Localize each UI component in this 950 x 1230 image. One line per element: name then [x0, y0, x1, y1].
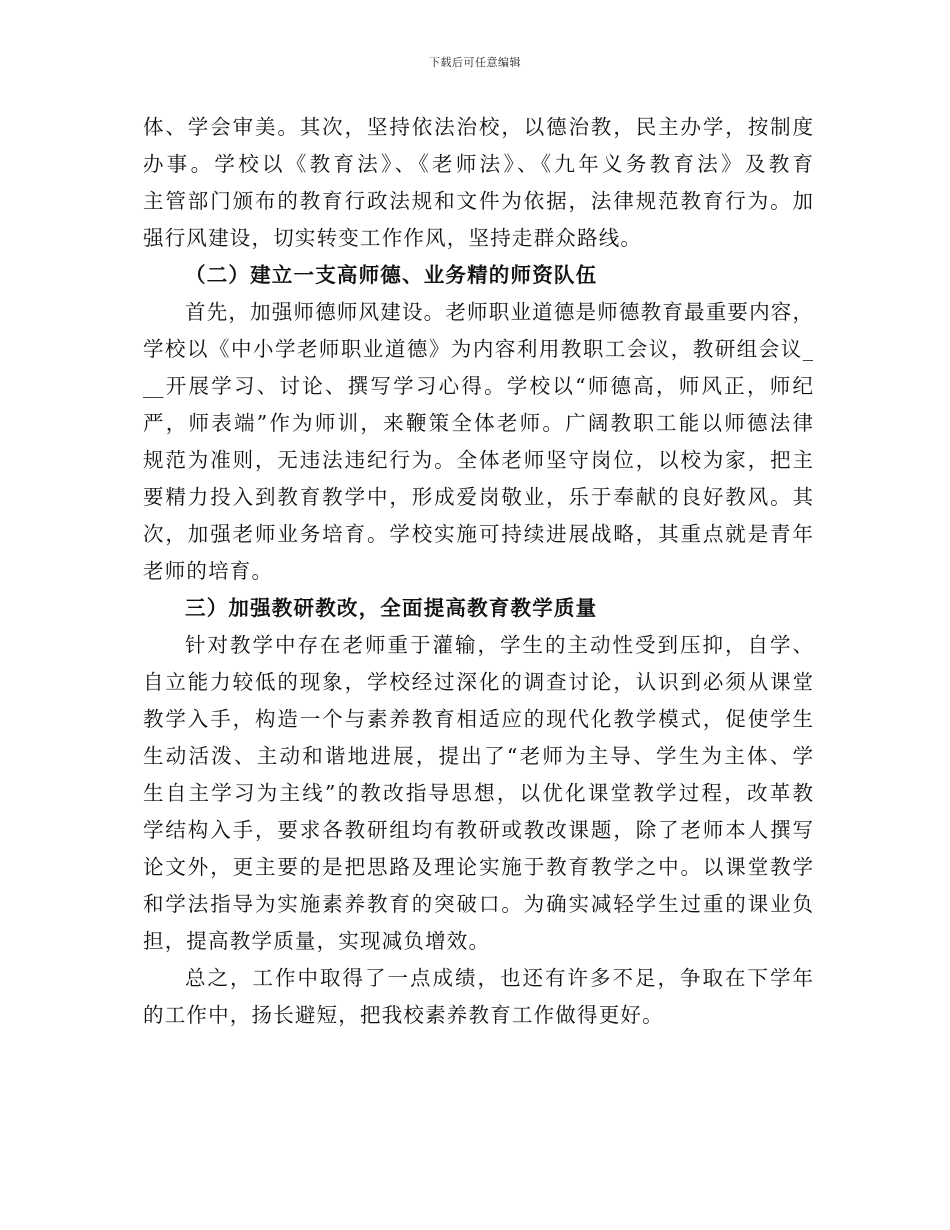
paragraph-line: 总之，工作中取得了一点成绩，也还有许多不足，争取在下学年 [185, 966, 813, 990]
paragraph-line: 生自主学习为主线”的教改指导思想，以优化课堂教学过程，改革教 [143, 781, 813, 805]
paragraph-line: 自立能力较低的现象，学校经过深化的调查讨论，认识到必须从课堂 [143, 670, 813, 694]
paragraph-line: 教学入手，构造一个与素养教育相适应的现代化教学模式，促使学生 [143, 707, 813, 731]
paragraph-line: 针对教学中存在老师重于灌输，学生的主动性受到压抑，自学、 [185, 633, 813, 657]
paragraph-line: 生动活泼、主动和谐地进展，提出了“老师为主导、学生为主体、学 [143, 744, 813, 768]
paragraph-line: 规范为准则，无违法违纪行为。全体老师坚守岗位，以校为家，把主 [143, 448, 813, 472]
paragraph-line: 的工作中，扬长避短，把我校素养教育工作做得更好。 [143, 1003, 664, 1027]
paragraph-line: 首先，加强师德师风建设。老师职业道德是师德教育最重要内容， [185, 300, 813, 324]
paragraph-line: __开展学习、讨论、撰写学习心得。学校以“师德高，师风正，师纪 [143, 374, 813, 398]
paragraph-line: 和学法指导为实施素养教育的突破口。为确实减轻学生过重的课业负 [143, 892, 813, 916]
section-heading: （二）建立一支高师德、业务精的师资队伍 [185, 263, 598, 287]
page-header: 下载后可任意编辑 [429, 56, 521, 69]
paragraph-line: 要精力投入到教育教学中，形成爱岗敬业，乐于奉献的良好教风。其 [143, 485, 813, 509]
paragraph-line: 办事。学校以《教育法》、《老师法》、《九年义务教育法》及教育 [143, 152, 813, 176]
paragraph-line: 论文外，更主要的是把思路及理论实施于教育教学之中。以课堂教学 [143, 855, 813, 879]
document-body [143, 109, 813, 1034]
paragraph-line: 担，提高教学质量，实现减负增效。 [143, 929, 491, 953]
paragraph-line: 学校以《中小学老师职业道德》为内容利用教职工会议，教研组会议_ [143, 337, 813, 361]
paragraph-line: 次，加强老师业务培育。学校实施可持续进展战略，其重点就是青年 [143, 522, 813, 546]
paragraph-line: 强行风建设，切实转变工作作风，坚持走群众路线。 [143, 226, 643, 250]
paragraph-line: 严，师表端”作为师训，来鞭策全体老师。广阔教职工能以师德法律 [143, 411, 813, 435]
paragraph-line: 学结构入手，要求各教研组均有教研或教改课题，除了老师本人撰写 [143, 818, 813, 842]
section-heading: 三）加强教研教改，全面提高教育教学质量 [185, 596, 598, 620]
paragraph-line: 老师的培育。 [143, 559, 274, 583]
paragraph-line: 主管部门颁布的教育行政法规和文件为依据，法律规范教育行为。加 [143, 189, 813, 213]
paragraph-line: 体、学会审美。其次，坚持依法治校，以德治教，民主办学，按制度 [143, 115, 813, 139]
